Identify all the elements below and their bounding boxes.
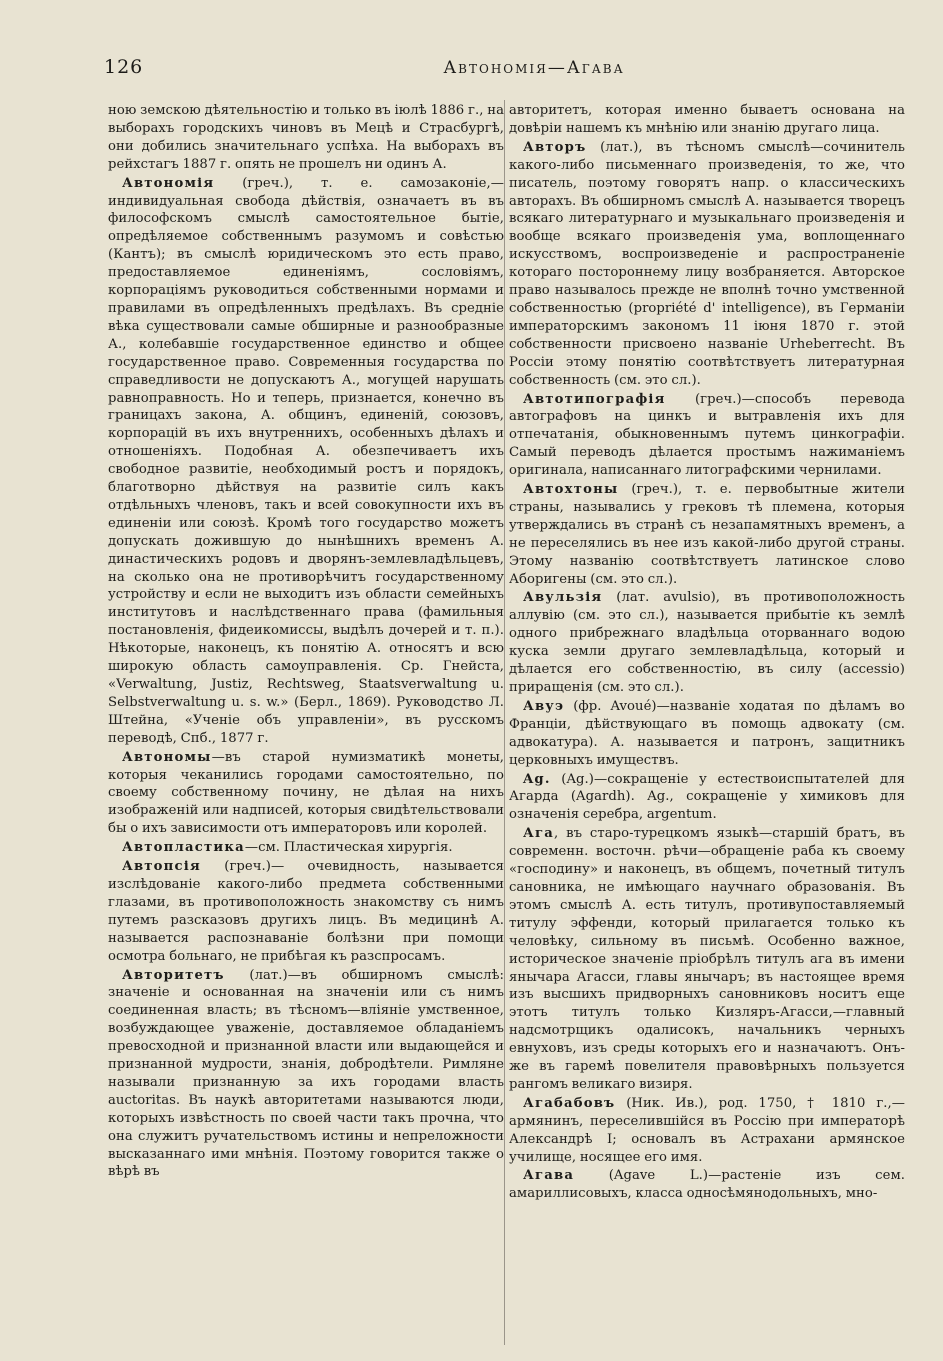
entry-avtor (509, 139, 905, 390)
entry-text: (Ag.)—сокращеніе у естествоиспытателей для Агарда (Agardh). Ag., сокращеніе у химиковъ для означенія серебра, argentum. (509, 771, 905, 823)
entry-avulziya (509, 589, 905, 696)
entry-text: (лат. avulsio), въ противоположность аллувію (см. это сл.), называется прибытіе къ землѣ одного прибрежнаго владѣльца оторваннаго водою куска земли другаго землевладѣльца, который и дѣлается его собственностію, въ силу (accessio) приращенія (см. это сл.). (509, 590, 905, 695)
column-divider (504, 100, 505, 1345)
right-column (509, 102, 905, 1203)
entry-headword: Агава (523, 1168, 575, 1184)
entry-text: —въ старой нумизматикѣ монеты, которыя чеканились городами самостоятельно, по своему собственному почину, не дѣлая на нихъ изображеній или надписей, которыя свидѣтельствовали бы о ихъ зависимости отъ императоровъ или королей. (108, 749, 504, 837)
entry-text: авторитетъ, которая именно бываетъ основана на довѣріи нашемъ къ мнѣнію или знанію другаго лица. (509, 103, 905, 136)
continued-entry (108, 102, 504, 174)
entry-avtonomiya (108, 175, 504, 748)
entry-avtonomy (108, 749, 504, 839)
entry-text: , въ старо-турецкомъ языкѣ—старшій братъ, въ современн. восточн. рѣчи—обращеніе раба къ своему «господину» и наконецъ, въ общемъ, почетный титулъ сановника, не имѣющаго научнаго образованія. Въ этомъ смыслѣ А. есть титулъ, противупоставляемый титулу эффенди, который прилагается только къ человѣку, сильному въ письмѣ. Особенно важное, историческое значеніе пріобрѣлъ титулъ ага въ имени янычара Агасси, главы янычаръ; въ настоящее время изъ высшихъ придворныхъ сановниковъ носитъ еще этотъ титулъ только Кизляръ-Агасси,—главный надсмотрщикъ одалисокъ, начальникъ черныхъ евнуховъ, изъ среды которыхъ его и назначаютъ. Онъ-же въ гаремѣ повелителя правовѣрныхъ пользуется рангомъ великаго визиря. (509, 826, 905, 1092)
entry-text: (греч.)— очевидность, называется изслѣдованіе какого-либо предмета собственными глазами, въ противоположность знакомству съ нимъ путемъ разсказовъ другихъ лицъ. Въ медицинѣ А. называется распознаваніе болѣзни при помощи осмотра больнаго, не прибѣгая къ разспросамъ. (108, 859, 504, 964)
entry-headword: Авторитетъ (122, 967, 225, 983)
entry-aga (509, 825, 905, 1094)
entry-text: (греч.), т. е. самозаконіе,—индивидуальная свобода дѣйствія, означаетъ въ въ философскомъ смыслѣ самостоятельное бытіе, опредѣляемое собственнымъ разумомъ и совѣстью (Кантъ); въ смыслѣ юридическомъ это есть право, предоставляемое единеніямъ, сословіямъ, корпораціямъ руководиться собственными нормами и правилами въ опредѣленныхъ предѣлахъ. Въ средніе вѣка существовали самые обширные и разнообразные А., колебавшіе государственное единство и общее государственное право. Современныя государства по справедливости не допускаютъ А., могущей нарушать равноправность. Но и теперь, признается, конечно въ границахъ закона, А. общинъ, единеній, союзовъ, корпорацій въ ихъ внутреннихъ, особенныхъ дѣлахъ и отношеніяхъ. Подобная А. обезпечиваетъ ихъ свободное развитіе, необходимый ростъ и порядокъ, благотворно дѣйствуя на развитіе силъ какъ отдѣльныхъ членовъ, такъ и всей совокупности ихъ въ единеніи или союзѣ. Кромѣ того государство можетъ допускать дожившую до нынѣшнихъ временъ А. династическихъ родовъ и дворянъ-землевладѣльцевъ, на сколько она не противорѣчитъ государственному устройству и если не выходитъ изъ области семейныхъ институтовъ и наслѣдственнаго права (фамильныя постановленія, фидеикомиссы, выдѣлъ дочерей и т. п.). Нѣкоторые, наконецъ, къ понятію А. относятъ и всю широкую область самоуправленія. Ср. Гнейста, «Verwaltung, Justiz, Rechtsweg, Staatsverwaltung u. Selbstverwaltung u. s. w.» (Берл., 1869). Руководство Л. Штейна, «Ученіе объ управленіи», въ русскомъ переводѣ, Спб., 1877 г. (108, 175, 504, 746)
entry-avtokhtony (509, 481, 905, 588)
entry-headword: Авторъ (523, 139, 587, 155)
entry-text: (лат.)—въ обширномъ смыслѣ: значеніе и основанная на значеніи или съ нимъ соединенная власть; въ тѣсномъ—вліяніе умственное, возбуждающее уваженіе, доставляемое обладаніемъ превосходной и признанной власти или выдающейся и признанной мудрости, знанія, добродѣтели. Римляне называли признанную за ихъ городами власть auctoritas. Въ наукѣ авторитетами называются люди, которыхъ извѣстность по своей части такъ прочна, что она служитъ ручательствомъ истины и непреложности высказаннаго ими мнѣнія. Поэтому говорится также о вѣрѣ въ (108, 967, 504, 1180)
entry-headword: Ага (523, 826, 554, 842)
entry-headword: Автономы (122, 749, 212, 765)
entry-headword: Автохтоны (523, 482, 619, 498)
entry-headword: Автопсія (122, 859, 201, 875)
entry-avtoritet (108, 967, 504, 1182)
entry-headword: Ag. (523, 771, 551, 787)
entry-text: (греч.), т. е. первобытные жители страны, назывались у грековъ тѣ племена, которыя утверждались въ странѣ съ незапамятныхъ временъ, а не переселялись въ нее изъ какой-либо другой страны. Этому названію соотвѣтствуетъ латинское слово Аборигены (см. это сл.). (509, 482, 905, 587)
entry-text: (греч.)—способъ перевода автографовъ на цинкъ и вытравленія ихъ для отпечатанія, обыкновеннымъ путемъ цинкографіи. Самый переводъ дѣлается простымъ нажиманіемъ оригинала, написаннаго литографскими чернилами. (509, 391, 905, 479)
entry-text: (лат.), въ тѣсномъ смыслѣ—сочинитель какого-либо письменнаго произведенія, то же, что писатель, поэтому говорятъ напр. о классическихъ авторахъ. Въ обширномъ смыслѣ А. называется творецъ всякаго литературнаго и музыкальнаго произведенія и вообще всякаго произведенія ума, воплощеннаго искусствомъ, воспроизведеніе и распространеніе котораго постороннему лицу возбраняется. Авторское право называлось прежде не вполнѣ точно умственной собственностью (propriété d' intelligence), въ Германіи императорскимъ закономъ 11 іюня 1870 г. этой собственности присвоено названіе Urheberrecht. Въ Россіи этому понятію соотвѣтствуетъ литературная собственность (см. это сл.). (509, 139, 905, 388)
entry-text: (фр. Avoué)—названіе ходатая по дѣламъ во Франціи, дѣйствующаго въ помощь адвокату (см. адвокатура). А. называется и патронъ, защитникъ церковныхъ имуществъ. (509, 698, 905, 768)
entry-agababov (509, 1095, 905, 1167)
entry-headword: Автотипографія (523, 391, 666, 407)
entry-text: ною земскою дѣятельностію и только въ іюлѣ 1886 г., на выборахъ городскихъ чиновъ въ Мецѣ и Страсбургѣ, они добились значительнаго успѣха. На выборахъ въ рейхстагъ 1887 г. опять не прошелъ ни одинъ А. (108, 103, 504, 172)
entry-headword: Авуэ (523, 698, 565, 714)
page-header (104, 56, 864, 86)
entry-headword: Автопластика (122, 840, 245, 856)
entry-text: (Agave L.)—растеніе изъ сем. амариллисовыхъ, класса односѣмянодольныхъ, мно- (509, 1168, 905, 1202)
entry-text: (Ник. Ив.), род. 1750, † 1810 г.,—армянинъ, переселившійся въ Россію при императорѣ Александрѣ I; основалъ въ Астрахани армянское училище, носящее его имя. (509, 1095, 905, 1165)
entry-avtotipografiya (509, 391, 905, 481)
entry-headword: Авульзія (523, 590, 603, 606)
entry-ag (509, 771, 905, 825)
left-column (108, 102, 504, 1181)
entry-headword: Автономія (122, 175, 215, 191)
entry-agava (509, 1167, 905, 1203)
entry-avtopsiya (108, 858, 504, 965)
continued-entry (509, 102, 905, 138)
running-head: Автономія—Агава (443, 58, 625, 78)
entry-text: —см. Пластическая хирургія. (244, 840, 453, 856)
entry-avtoplastika (108, 839, 504, 857)
entry-avue (509, 698, 905, 770)
page-number: 126 (104, 56, 144, 78)
entry-headword: Агабабовъ (523, 1095, 616, 1111)
